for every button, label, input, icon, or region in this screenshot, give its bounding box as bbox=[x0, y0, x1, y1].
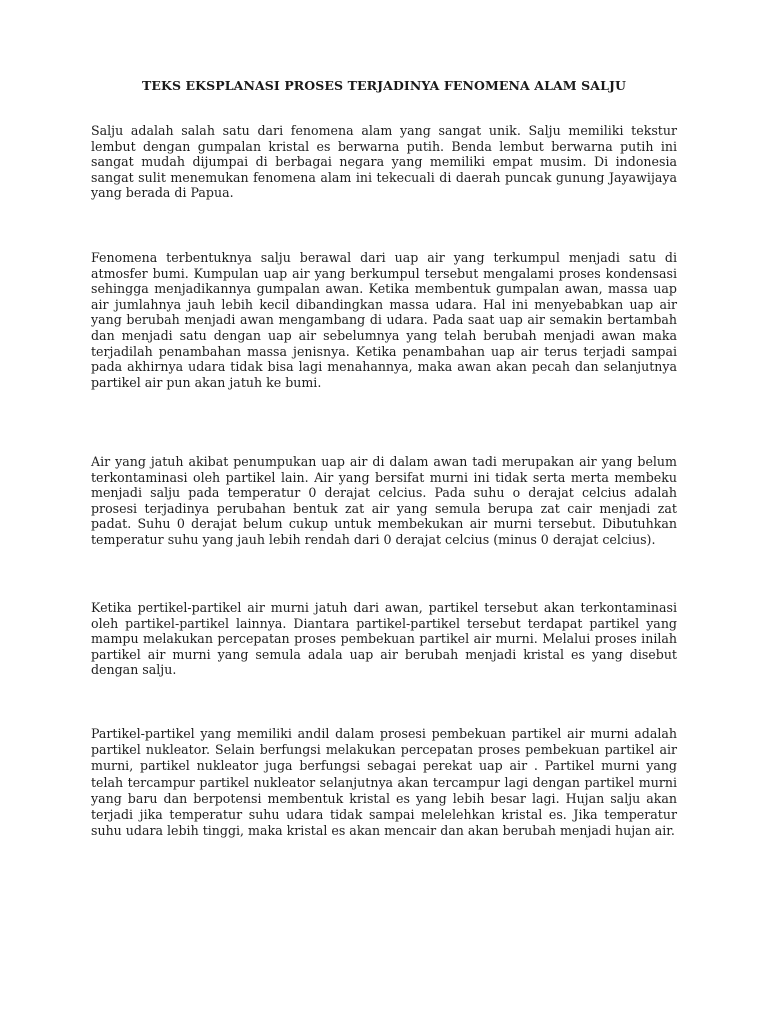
paragraph-4: Ketika pertikel-partikel air murni jatuh dari awan, partikel tersebut akan terkontaminasi oleh partikel-partikel lainnya. Diantara partikel-partikel tersebut terdapat partikel yang mampu melakukan percepatan proses pembekuan partikel air murni. Melalui proses inilah partikel air murni yang semula adala uap air berubah menjadi kristal es yang disebut dengan salju. bbox=[91, 600, 677, 678]
paragraph-1: Salju adalah salah satu dari fenomena alam yang sangat unik. Salju memiliki tekstur lembut dengan gumpalan kristal es berwarna putih. Benda lembut berwarna putih ini sangat mudah dijumpai di berbagai negara yang memiliki empat musim. Di indonesia sangat sulit menemukan fenomena alam ini tekecuali di daerah puncak gunung Jayawijaya yang berada di Papua. bbox=[91, 123, 677, 201]
paragraph-3: Air yang jatuh akibat penumpukan uap air di dalam awan tadi merupakan air yang belum terkontaminasi oleh partikel lain. Air yang bersifat murni ini tidak serta merta membeku menjadi salju pada temperatur 0 derajat celcius. Pada suhu o derajat celcius adalah prosesi terjadinya perubahan bentuk zat air yang semula berupa zat cair menjadi zat padat. Suhu 0 derajat belum cukup untuk membekukan air murni tersebut. Dibutuhkan temperatur suhu yang jauh lebih rendah dari 0 derajat celcius (minus 0 derajat celcius). bbox=[91, 454, 677, 547]
paragraph-2: Fenomena terbentuknya salju berawal dari uap air yang terkumpul menjadi satu di atmosfer bumi. Kumpulan uap air yang berkumpul tersebut mengalami proses kondensasi sehingga menjadikannya gumpalan awan. Ketika membentuk gumpalan awan, massa uap air jumlahnya jauh lebih kecil dibandingkan massa udara. Hal ini menyebabkan uap air yang berubah menjadi awan mengambang di udara. Pada saat uap air semakin bertambah dan menjadi satu dengan uap air sebelumnya yang telah berubah menjadi awan maka terjadilah penambahan massa jenisnya. Ketika penambahan uap air terus terjadi sampai pada akhirnya udara tidak bisa lagi menahannya, maka awan akan pecah dan selanjutnya partikel air pun akan jatuh ke bumi. bbox=[91, 250, 677, 390]
paragraph-5: Partikel-partikel yang memiliki andil dalam prosesi pembekuan partikel air murni adalah partikel nukleator. Selain berfungsi melakukan percepatan proses pembekuan partikel air murni, partikel nukleator juga berfungsi sebagai perekat uap air . Partikel murni yang telah tercampur partikel nukleator selanjutnya akan tercampur lagi dengan partikel murni yang baru dan berpotensi membentuk kristal es yang lebih besar lagi. Hujan salju akan terjadi jika temperatur suhu udara tidak sampai melelehkan kristal es. Jika temperatur suhu udara lebih tinggi, maka kristal es akan mencair dan akan berubah menjadi hujan air. bbox=[91, 726, 677, 839]
document-title: TEKS EKSPLANASI PROSES TERJADINYA FENOMENA ALAM SALJU bbox=[141, 78, 627, 93]
